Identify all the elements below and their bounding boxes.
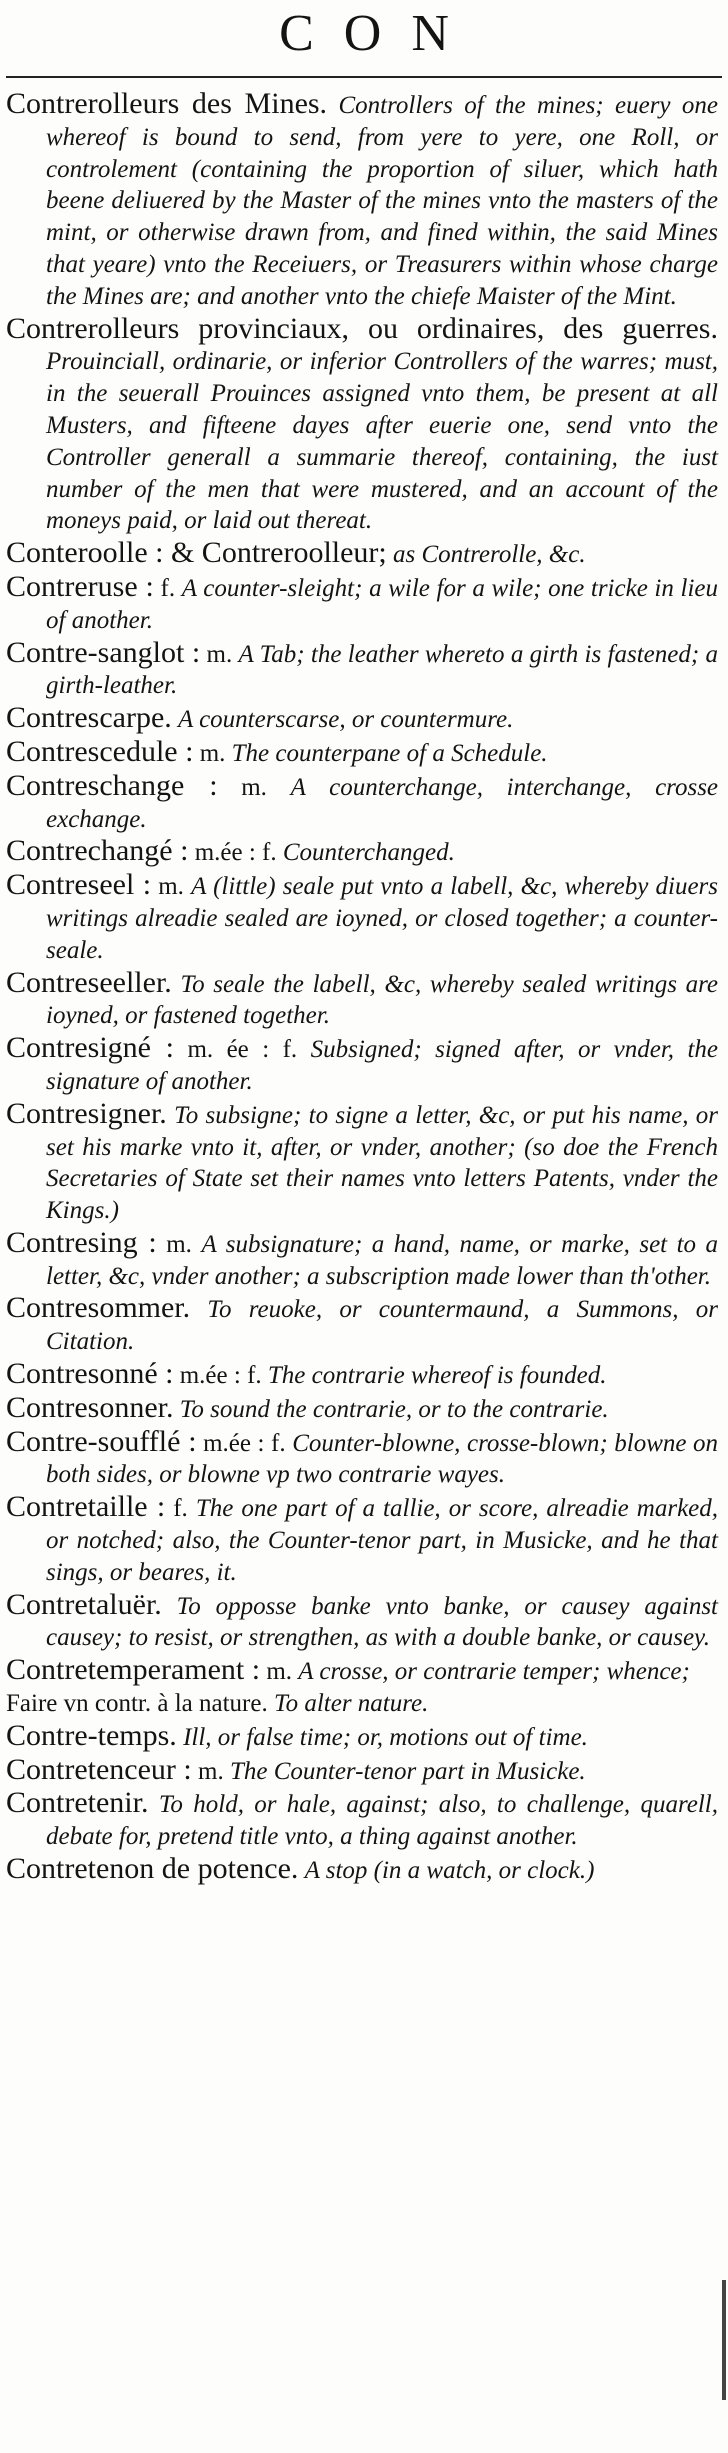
entry-headword: Contresonner. — [6, 1390, 174, 1424]
entry-definition: A crosse, or contrarie temper; whence; — [298, 1658, 690, 1686]
entry-headword: Contretenceur : — [6, 1752, 192, 1786]
dictionary-entry — [6, 770, 718, 836]
dictionary-entry — [6, 967, 718, 1033]
page-edge-mark — [722, 2280, 726, 2400]
entry-headword: Contreschange : — [6, 768, 218, 802]
dictionary-entry — [6, 702, 718, 736]
entry-definition: Ill, or false time; or, motions out of time. — [183, 1723, 588, 1751]
entry-definition: To opposse banke vnto banke, or causey against causey; to resist, or strengthen, as with a double banke, or causey. — [46, 1592, 718, 1652]
dictionary-entry — [6, 1227, 718, 1293]
dictionary-entry — [6, 571, 718, 637]
dictionary-entry — [6, 736, 718, 770]
entry-headword: Contresonné : — [6, 1357, 174, 1391]
dictionary-entry — [6, 313, 718, 538]
dictionary-subentry — [6, 1688, 718, 1720]
entry-definition: To hold, or hale, against; also, to challenge, quarell, debate for, pretend title vnto, a thing against another. — [46, 1791, 718, 1851]
dictionary-entry — [6, 1292, 718, 1358]
dictionary-entry — [6, 1358, 718, 1392]
entry-headword: Contretenir. — [6, 1786, 149, 1820]
dictionary-entry — [6, 1491, 718, 1588]
dictionary-entry — [6, 1032, 718, 1098]
entry-headword: Contresommer. — [6, 1291, 191, 1325]
dictionary-entry — [6, 1754, 718, 1788]
entry-grammar: m. — [206, 640, 233, 668]
dictionary-entry — [6, 1426, 718, 1492]
dictionary-entry — [6, 1098, 718, 1227]
entry-definition: A counterchange, interchange, crosse exchange. — [46, 773, 719, 833]
dictionary-entry — [6, 1392, 718, 1426]
entry-headword: Contrescarpe. — [6, 701, 172, 735]
entries-list — [6, 88, 718, 1887]
entry-headword: Contresing : — [6, 1225, 157, 1259]
entry-headword: Contretaluër. — [6, 1587, 162, 1621]
entry-definition: Subsigned; signed after, or vnder, the signature of another. — [46, 1036, 719, 1095]
entry-definition: A stop (in a watch, or clock.) — [304, 1857, 595, 1885]
entry-headword: Contreseeller. — [6, 965, 172, 999]
entry-headword: Contresigné : — [6, 1031, 174, 1065]
dictionary-entry — [6, 537, 718, 571]
entry-definition: To seale the labell, &c, whereby sealed writings are ioyned, or fastened together. — [46, 970, 719, 1030]
entry-headword: Contre-temps. — [6, 1718, 177, 1752]
dictionary-entry — [6, 1787, 718, 1853]
entry-headword: Contrerolleurs provinciaux, ou ordinaires, des guerres. — [6, 311, 718, 345]
entry-grammar: m. — [158, 873, 184, 901]
entry-definition: Counter-blowne, crosse-blown; blowne on both sides, or blowne vp two contrarie wayes. — [46, 1429, 719, 1489]
entry-grammar: m. — [199, 739, 226, 767]
entry-definition: The one part of a tallie, or score, alreadie marked, or notched; also, the Counter-tenor part, in Musicke, and he that sings, or beares, it. — [46, 1495, 719, 1586]
entry-grammar: m.ée : f. — [203, 1429, 286, 1457]
entry-definition: A Tab; the leather whereto a girth is fastened; a girth-leather. — [46, 640, 718, 700]
entry-headword: Contre-sanglot : — [6, 635, 201, 669]
dictionary-entry — [6, 88, 718, 313]
entry-definition: To subsigne; to signe a letter, &c, or put his name, or set his marke vnto it, after, or vnder, another; (so doe the French Secretaries of State set their names vnto letters Patents, vnder the Kings.) — [46, 1101, 718, 1225]
dictionary-entry — [6, 1589, 718, 1655]
entry-definition: To sound the contrarie, or to the contrarie. — [179, 1395, 609, 1423]
entry-headword: Contretaille : — [6, 1490, 166, 1524]
entry-grammar: f. — [173, 1495, 188, 1523]
entry-definition: The contrarie whereof is founded. — [267, 1362, 607, 1390]
entry-grammar: f. — [160, 574, 176, 602]
entry-headword: Contresigner. — [6, 1096, 167, 1130]
entry-headword: Contretenon de potence. — [6, 1852, 299, 1886]
entry-definition: The Counter-tenor part in Musicke. — [229, 1757, 586, 1785]
entry-headword: Contrechangé : — [6, 834, 189, 868]
entry-headword: Contretemperament : — [6, 1653, 261, 1687]
entry-grammar: m. ée : f. — [187, 1036, 298, 1064]
entry-definition: A counter-sleight; a wile for a wile; one tricke in lieu of another. — [46, 574, 719, 634]
entry-definition: A subsignature; a hand, name, or marke, set to a letter, &c, vnder another; a subscription made lower than th'other. — [46, 1230, 719, 1290]
entry-headword: Contre-soufflé : — [6, 1424, 197, 1458]
entry-headword: Faire vn contr. à la nature. — [6, 1690, 268, 1718]
entry-definition: Counterchanged. — [282, 839, 455, 867]
entry-grammar: m. — [198, 1757, 224, 1785]
entry-definition: Controllers of the mines; euery one whereof is bound to send, from yere to yere, one Roll, or controlement (containing the proportion of siluer, which hath beene deliuered by the Master of the mines vnto the masters of the mint, or otherwise drawn from, and fined within, the said Mines that yeare) vnto the Receiuers, or Treasurers within whose charge the Mines are; and another vnto the chiefe Maister of the Mint. — [46, 92, 719, 310]
entry-headword: Contreruse : — [6, 569, 154, 603]
entry-definition: To reuoke, or countermaund, a Summons, or Citation. — [46, 1296, 719, 1356]
entry-definition: Prouinciall, ordinarie, or inferior Controllers of the warres; must, in the seuerall Prouinces assigned vnto them, be present at all Musters, and fifteene dayes after euerie one, send vnto the Controller generall a summarie thereof, containing, the iust number of the men that were mustered, and an account of the moneys paid, or laid out thereat. — [46, 348, 718, 535]
entry-grammar: m. — [241, 773, 267, 801]
dictionary-entry — [6, 869, 718, 966]
entry-definition: as Contrerolle, &c. — [393, 541, 586, 569]
entry-definition: A (little) seale put vnto a labell, &c, whereby diuers writings alreadie sealed are ioyned, or closed together; a counter-seale. — [46, 873, 718, 964]
entry-grammar: m.ée : f. — [194, 839, 277, 867]
entry-headword: Contreseel : — [6, 868, 152, 902]
entry-grammar: m.ée : f. — [179, 1362, 262, 1390]
entry-headword: Conteroolle : & Contreroolleur; — [6, 536, 387, 570]
entry-definition: A counterscarse, or countermure. — [178, 706, 514, 734]
dictionary-entry — [6, 1853, 718, 1887]
dictionary-entry — [6, 1720, 718, 1754]
page-header: CON — [279, 5, 479, 62]
dictionary-entry — [6, 637, 718, 703]
entry-grammar: m. — [166, 1230, 192, 1258]
entry-headword: Contrerolleurs des Mines. — [6, 87, 328, 120]
entry-grammar: m. — [266, 1658, 293, 1686]
entry-definition: To alter nature. — [273, 1690, 429, 1718]
entry-headword: Contrescedule : — [6, 734, 194, 768]
header-rule — [6, 76, 722, 78]
dictionary-entry — [6, 1654, 718, 1688]
entry-definition: The counterpane of a Schedule. — [231, 739, 548, 767]
dictionary-entry — [6, 835, 718, 869]
